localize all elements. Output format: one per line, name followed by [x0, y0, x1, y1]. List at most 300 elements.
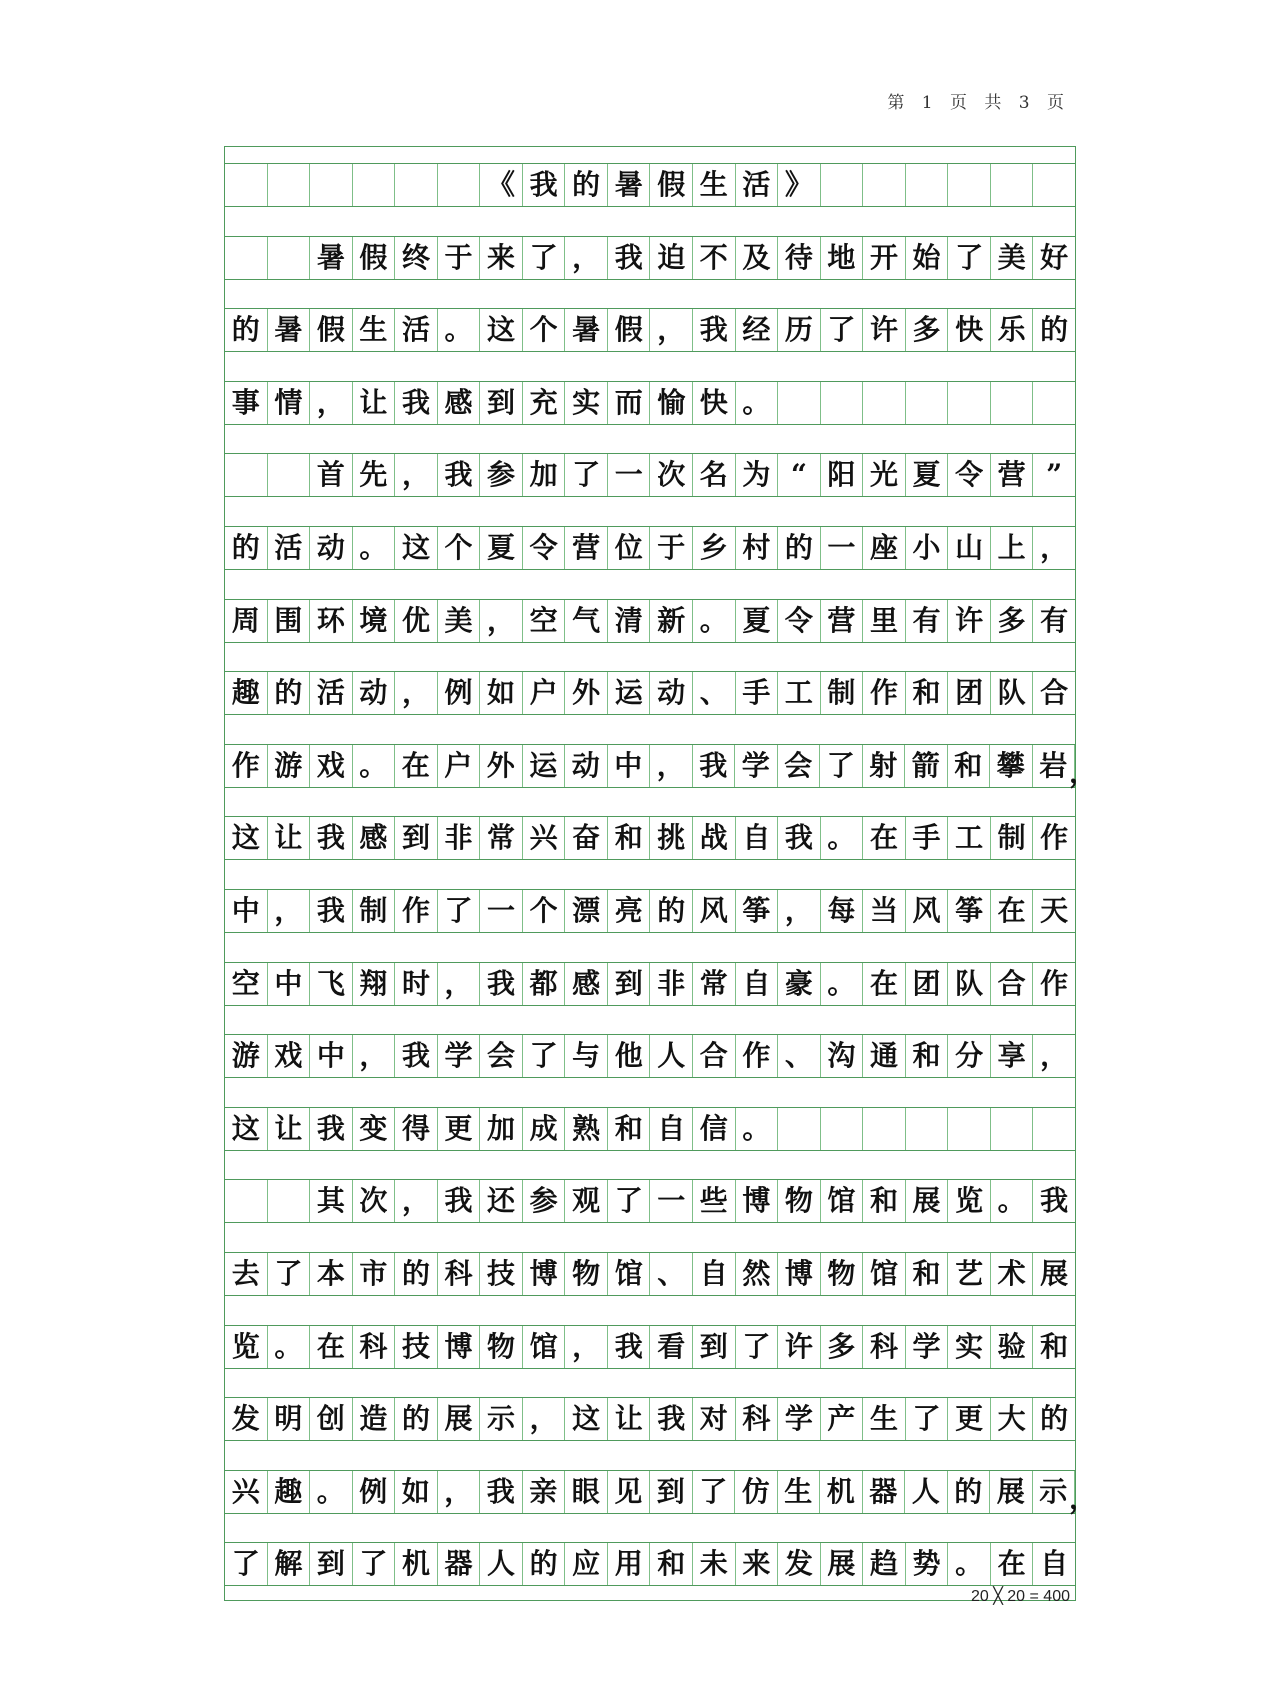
- grid-cell: 我: [395, 1035, 438, 1077]
- grid-cell: 我: [608, 237, 651, 279]
- grid-cell: 亮: [608, 890, 651, 932]
- grid-cell: 奋: [565, 817, 608, 859]
- grid-cell: [906, 382, 949, 424]
- grid-cell: 的: [565, 164, 608, 206]
- grid-cell: 每: [821, 890, 864, 932]
- grid-cell: [948, 1108, 991, 1150]
- grid-cell: 例: [353, 1471, 396, 1513]
- grid-cell: 户: [523, 672, 566, 714]
- grid-cell: 为: [736, 454, 779, 496]
- grid-cell: 他: [608, 1035, 651, 1077]
- grid-cell: 生: [693, 164, 736, 206]
- grid-spacer: [225, 497, 1075, 527]
- grid-cell: ，: [480, 600, 523, 642]
- grid-cell: 趣: [268, 1471, 311, 1513]
- grid-cell: 更: [438, 1108, 481, 1150]
- grid-cell: 这: [480, 309, 523, 351]
- grid-cell: 空: [225, 963, 268, 1005]
- grid-cell: 了: [736, 1326, 779, 1368]
- grid-cell: 时: [395, 963, 438, 1005]
- grid-cell: 馆: [821, 1180, 864, 1222]
- grid-cell: 明: [268, 1398, 311, 1440]
- grid-cell: 馆: [608, 1253, 651, 1295]
- grid-cell: 多: [991, 600, 1034, 642]
- grid-cell: 个: [523, 890, 566, 932]
- grid-cell: 制: [353, 890, 396, 932]
- grid-cell: ，: [565, 1326, 608, 1368]
- grid-cell: ，: [523, 1398, 566, 1440]
- grid-cell: 的: [1040, 313, 1069, 347]
- grid-spacer: [225, 933, 1075, 963]
- grid-cell: 成: [523, 1108, 566, 1150]
- grid-cell: [821, 1108, 864, 1150]
- grid-cell: 熟: [565, 1108, 608, 1150]
- grid-cell: 》: [778, 164, 821, 206]
- essay-text-row: [225, 672, 1075, 715]
- essay-text-row: [225, 1108, 1075, 1151]
- essay-text-row: [225, 600, 1075, 643]
- grid-cell: 学: [735, 745, 778, 787]
- grid-cell: 览: [225, 1326, 268, 1368]
- grid-cell: 和: [906, 1253, 949, 1295]
- grid-cell: [1033, 382, 1075, 424]
- grid-cell: 美: [438, 600, 481, 642]
- grid-cell: 然: [736, 1253, 779, 1295]
- grid-cell: 器: [863, 1471, 906, 1513]
- grid-cell: ，: [1040, 1039, 1069, 1073]
- essay-text-row: [225, 1326, 1075, 1369]
- grid-cell: ，: [438, 963, 481, 1005]
- grid-cell: 小: [906, 527, 949, 569]
- grid-cell: 验: [991, 1326, 1034, 1368]
- grid-cell: 些: [693, 1180, 736, 1222]
- grid-cell: 周: [225, 600, 268, 642]
- grid-cell: 许: [948, 600, 991, 642]
- grid-cell: 让: [268, 817, 311, 859]
- grid-cell: 博: [438, 1326, 481, 1368]
- grid-cell: [948, 164, 991, 206]
- grid-cell: 和: [650, 1543, 693, 1585]
- grid-cell: ，: [353, 1035, 396, 1077]
- grid-cell: 攀: [990, 745, 1033, 787]
- grid-cell: [991, 382, 1034, 424]
- essay-text-row: [225, 237, 1075, 280]
- grid-cell: 许: [863, 309, 906, 351]
- grid-cell: 器: [438, 1543, 481, 1585]
- grid-cell: 产: [821, 1398, 864, 1440]
- grid-cell: 作: [863, 672, 906, 714]
- essay-text-row: [225, 1253, 1075, 1296]
- grid-cell: 物: [821, 1253, 864, 1295]
- grid-cell: [225, 237, 268, 279]
- grid-cell: 新: [650, 600, 693, 642]
- grid-cell: 让: [608, 1398, 651, 1440]
- grid-cell: [268, 454, 311, 496]
- grid-cell: 我: [693, 745, 736, 787]
- grid-cell: 去: [225, 1253, 268, 1295]
- grid-cell: 创: [310, 1398, 353, 1440]
- grid-cell: 运: [608, 672, 651, 714]
- grid-cell: 我: [523, 164, 566, 206]
- essay-title-row: [225, 164, 1075, 207]
- grid-cell: 与: [565, 1035, 608, 1077]
- grid-cell: 展: [906, 1180, 949, 1222]
- essay-text-row: [225, 1471, 1097, 1515]
- essay-text-row: [225, 890, 1075, 933]
- grid-cell: 假: [310, 309, 353, 351]
- grid-cell: ，: [395, 1180, 438, 1222]
- grid-cell: 作: [736, 1035, 779, 1077]
- grid-cell: 里: [863, 600, 906, 642]
- grid-cell: 的: [948, 1471, 991, 1513]
- grid-cell: 见: [608, 1471, 651, 1513]
- grid-cell: 在: [395, 745, 438, 787]
- grid-cell: ，: [395, 454, 438, 496]
- grid-cell: 戏: [268, 1035, 311, 1077]
- grid-cell: 一: [480, 890, 523, 932]
- grid-cell: 自: [650, 1108, 693, 1150]
- essay-text-row: [225, 963, 1075, 1006]
- grid-spacer: [225, 715, 1075, 745]
- grid-cell: [863, 164, 906, 206]
- grid-cell: 假: [353, 237, 396, 279]
- grid-cell: 手: [906, 817, 949, 859]
- grid-cell: 自: [1040, 1547, 1069, 1581]
- grid-cell: [863, 1108, 906, 1150]
- grid-cell: 到: [693, 1326, 736, 1368]
- grid-cell: 空: [523, 600, 566, 642]
- grid-cell: 团: [948, 672, 991, 714]
- grid-cell: 到: [480, 382, 523, 424]
- grid-cell: 队: [948, 963, 991, 1005]
- grid-cell: 开: [863, 237, 906, 279]
- grid-cell: [906, 1108, 949, 1150]
- grid-cell: 我: [438, 454, 481, 496]
- grid-cell: 得: [395, 1108, 438, 1150]
- grid-cell: 加: [480, 1108, 523, 1150]
- grid-cell: 趣: [225, 672, 268, 714]
- grid-cell: ，: [565, 237, 608, 279]
- overflow-punctuation: ，: [1068, 1481, 1097, 1515]
- grid-cell: [268, 164, 311, 206]
- grid-cell: 展: [1040, 1256, 1069, 1290]
- grid-cell: 次: [353, 1180, 396, 1222]
- grid-cell: 一: [608, 454, 651, 496]
- grid-cell: 兴: [523, 817, 566, 859]
- grid-cell: 博: [523, 1253, 566, 1295]
- grid-cell: 享: [991, 1035, 1034, 1077]
- grid-cell: 经: [736, 309, 779, 351]
- grid-cell: 动: [565, 745, 608, 787]
- grid-cell: 感: [565, 963, 608, 1005]
- grid-spacer: [225, 860, 1075, 890]
- grid-cell: 学: [778, 1398, 821, 1440]
- grid-cell: 中: [225, 890, 268, 932]
- grid-cell: 制: [821, 672, 864, 714]
- grid-cell: 翔: [353, 963, 396, 1005]
- grid-cell: [906, 164, 949, 206]
- grid-cell: 人: [905, 1471, 948, 1513]
- grid-cell: 活: [268, 527, 311, 569]
- grid-cell: 作: [225, 745, 268, 787]
- grid-cell: 、: [778, 1035, 821, 1077]
- grid-cell: 到: [608, 963, 651, 1005]
- grid-cell: 于: [438, 237, 481, 279]
- grid-cell: 如: [480, 672, 523, 714]
- grid-cell: 学: [906, 1326, 949, 1368]
- grid-cell: 戏: [310, 745, 353, 787]
- grid-cell: 的: [395, 1398, 438, 1440]
- grid-cell: 和: [608, 1108, 651, 1150]
- grid-cell: 、: [693, 672, 736, 714]
- grid-cell: 快: [948, 309, 991, 351]
- grid-cell: 个: [523, 309, 566, 351]
- grid-cell: 在: [863, 817, 906, 859]
- grid-cell: ，: [395, 672, 438, 714]
- grid-cell: 终: [395, 237, 438, 279]
- grid-cell: 。: [353, 527, 396, 569]
- grid-cell: 和: [1040, 1329, 1069, 1363]
- grid-cell: 和: [608, 817, 651, 859]
- grid-cell: 展: [990, 1471, 1033, 1513]
- grid-cell: 夏: [906, 454, 949, 496]
- grid-cell: 制: [991, 817, 1034, 859]
- grid-cell: 在: [863, 963, 906, 1005]
- grid-cell: 个: [438, 527, 481, 569]
- grid-cell: 活: [395, 309, 438, 351]
- grid-cell: [821, 382, 864, 424]
- grid-cell: 示: [1033, 1471, 1076, 1513]
- grid-cell: 人: [480, 1543, 523, 1585]
- grid-cell: 实: [948, 1326, 991, 1368]
- grid-cell: 动: [353, 672, 396, 714]
- grid-cell: 这: [565, 1398, 608, 1440]
- grid-cell: 用: [608, 1543, 651, 1585]
- grid-cell: 合: [991, 963, 1034, 1005]
- grid-cell: [991, 1108, 1034, 1150]
- grid-cell: [225, 1180, 268, 1222]
- grid-cell: ，: [438, 1471, 481, 1513]
- grid-cell: 和: [948, 745, 991, 787]
- grid-cell: 了: [906, 1398, 949, 1440]
- grid-cell: ，: [1040, 530, 1069, 564]
- grid-cell: 仿: [735, 1471, 778, 1513]
- grid-cell: 我: [310, 817, 353, 859]
- grid-cell: 例: [438, 672, 481, 714]
- grid-cell: 实: [565, 382, 608, 424]
- overflow-punctuation: ，: [1068, 755, 1097, 789]
- grid-cell: 分: [948, 1035, 991, 1077]
- grid-cell: [778, 382, 821, 424]
- essay-text-row: [225, 817, 1075, 860]
- essay-text-row: [225, 1180, 1075, 1223]
- grid-cell: 艺: [948, 1253, 991, 1295]
- grid-cell: 于: [650, 527, 693, 569]
- grid-cell: 本: [310, 1253, 353, 1295]
- grid-cell: 解: [268, 1543, 311, 1585]
- grid-cell: 我: [395, 382, 438, 424]
- grid-spacer: [225, 207, 1075, 237]
- essay-text-row: [225, 1543, 1075, 1586]
- grid-cell: 户: [438, 745, 481, 787]
- grid-cell: 气: [565, 600, 608, 642]
- grid-cell: 我: [608, 1326, 651, 1368]
- grid-cell: 生: [353, 309, 396, 351]
- grid-cell: [778, 1108, 821, 1150]
- grid-cell: 村: [736, 527, 779, 569]
- page-indicator: 第 1 页 共 3 页: [887, 93, 1070, 113]
- grid-cell: 。: [821, 817, 864, 859]
- grid-cell: [1033, 164, 1075, 206]
- grid-cell: 和: [906, 1035, 949, 1077]
- grid-cell: 了: [353, 1543, 396, 1585]
- grid-cell: 我: [778, 817, 821, 859]
- grid-cell: 让: [268, 1108, 311, 1150]
- grid-cell: 愉: [650, 382, 693, 424]
- grid-cell: 对: [693, 1398, 736, 1440]
- grid-cell: 和: [906, 672, 949, 714]
- essay-text-row: [225, 527, 1075, 570]
- grid-cell: 自: [736, 817, 779, 859]
- grid-cell: 射: [863, 745, 906, 787]
- grid-cell: 始: [906, 237, 949, 279]
- grid-cell: 多: [906, 309, 949, 351]
- grid-cell: 战: [693, 817, 736, 859]
- grid-cell: 箭: [905, 745, 948, 787]
- grid-cell: 眼: [565, 1471, 608, 1513]
- grid-cell: 造: [353, 1398, 396, 1440]
- grid-cell: 令: [948, 454, 991, 496]
- grid-cell: 我: [480, 1471, 523, 1513]
- grid-cell: [395, 164, 438, 206]
- grid-cell: 参: [480, 454, 523, 496]
- grid-cell: 。: [310, 1471, 353, 1513]
- grid-cell: 势: [906, 1543, 949, 1585]
- grid-cell: 在: [991, 1543, 1034, 1585]
- grid-cell: 阳: [821, 454, 864, 496]
- grid-cell: 参: [523, 1180, 566, 1222]
- grid-cell: 看: [650, 1326, 693, 1368]
- grid-cell: 假: [608, 309, 651, 351]
- grid-cell: 环: [310, 600, 353, 642]
- grid-cell: [268, 1180, 311, 1222]
- grid-cell: 机: [820, 1471, 863, 1513]
- grid-cell: 术: [991, 1253, 1034, 1295]
- grid-cell: 感: [353, 817, 396, 859]
- grid-cell: 中: [268, 963, 311, 1005]
- grid-cell: 自: [693, 1253, 736, 1295]
- grid-cell: [225, 454, 268, 496]
- grid-cell: 游: [268, 745, 311, 787]
- grid-cell: 挑: [650, 817, 693, 859]
- grid-cell: 展: [438, 1398, 481, 1440]
- grid-cell: 清: [608, 600, 651, 642]
- grid-cell: 情: [268, 382, 311, 424]
- grid-cell: 风: [906, 890, 949, 932]
- grid-cell: 。: [268, 1326, 311, 1368]
- grid-cell: 作: [1040, 821, 1069, 855]
- grid-cell: 事: [225, 382, 268, 424]
- grid-cell: 了: [821, 309, 864, 351]
- grid-cell: 的: [778, 527, 821, 569]
- grid-cell: 团: [906, 963, 949, 1005]
- grid-cell: 这: [395, 527, 438, 569]
- grid-cell: 的: [395, 1253, 438, 1295]
- grid-cell: 在: [991, 890, 1034, 932]
- grid-cell: 机: [395, 1543, 438, 1585]
- grid-cell: 、: [650, 1253, 693, 1295]
- grid-cell: 我: [480, 963, 523, 1005]
- grid-cell: ，: [268, 890, 311, 932]
- grid-cell: 信: [693, 1108, 736, 1150]
- grid-cell: 。: [353, 745, 396, 787]
- grid-cell: 。: [438, 309, 481, 351]
- essay-text-row: [225, 745, 1097, 789]
- grid-cell: 充: [523, 382, 566, 424]
- grid-cell: 。: [693, 600, 736, 642]
- grid-cell: 飞: [310, 963, 353, 1005]
- grid-cell: 人: [650, 1035, 693, 1077]
- grid-cell: 生: [778, 1471, 821, 1513]
- grid-cell: 常: [693, 963, 736, 1005]
- grid-cell: 大: [991, 1398, 1034, 1440]
- grid-cell: 乐: [991, 309, 1034, 351]
- grid-cell: 当: [863, 890, 906, 932]
- grid-cell: 会: [778, 745, 821, 787]
- grid-cell: 观: [565, 1180, 608, 1222]
- grid-spacer: [225, 1078, 1075, 1108]
- grid-cell: 都: [523, 963, 566, 1005]
- essay-text-row: [225, 454, 1075, 497]
- grid-cell: 位: [608, 527, 651, 569]
- grid-cell: 动: [310, 527, 353, 569]
- grid-cell: 的: [1040, 1402, 1069, 1436]
- grid-cell: 中: [608, 745, 651, 787]
- grid-spacer: [225, 643, 1075, 673]
- grid-cell: 许: [778, 1326, 821, 1368]
- grid-cell: ，: [650, 309, 693, 351]
- grid-cell: 这: [225, 817, 268, 859]
- grid-cell: 让: [353, 382, 396, 424]
- grid-cell: 活: [310, 672, 353, 714]
- grid-cell: 豪: [778, 963, 821, 1005]
- grid-cell: 科: [438, 1253, 481, 1295]
- grid-cell: 历: [778, 309, 821, 351]
- grid-cell: 作: [395, 890, 438, 932]
- grid-cell: 非: [438, 817, 481, 859]
- grid-cell: 亲: [523, 1471, 566, 1513]
- grid-cell: 好: [1040, 240, 1069, 274]
- essay-text-row: [225, 382, 1075, 425]
- grid-cell: 营: [565, 527, 608, 569]
- grid-cell: 学: [438, 1035, 481, 1077]
- grid-cell: 沟: [821, 1035, 864, 1077]
- grid-cell: 了: [225, 1543, 268, 1585]
- grid-cell: 不: [693, 237, 736, 279]
- grid-cell: 有: [1040, 603, 1069, 637]
- grid-cell: 博: [736, 1180, 779, 1222]
- grid-spacer: [225, 1586, 1075, 1601]
- grid-cell: 中: [310, 1035, 353, 1077]
- grid-cell: 了: [608, 1180, 651, 1222]
- grid-cell: 《: [480, 164, 523, 206]
- grid-cell: 外: [565, 672, 608, 714]
- grid-cell: 光: [863, 454, 906, 496]
- grid-cell: [268, 237, 311, 279]
- grid-cell: 有: [906, 600, 949, 642]
- grid-cell: 。: [736, 382, 779, 424]
- grid-cell: 夏: [480, 527, 523, 569]
